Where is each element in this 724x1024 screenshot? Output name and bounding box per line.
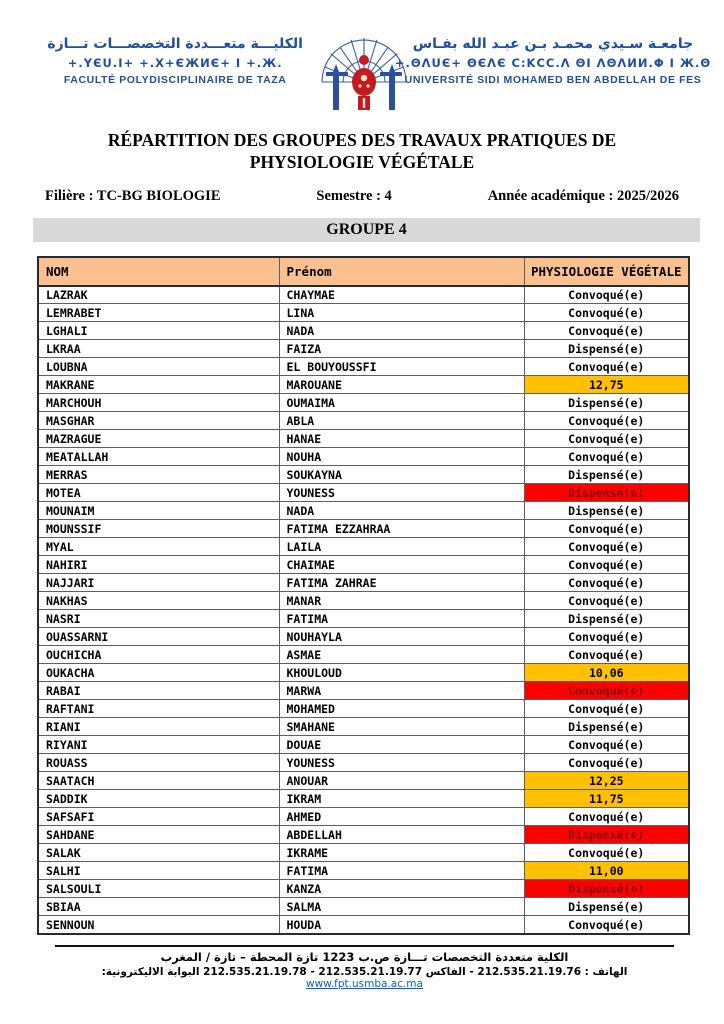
table-row — [38, 844, 689, 862]
status-cell: Convoqué(e) — [524, 412, 689, 430]
status-cell: Dispensé(e) — [524, 502, 689, 520]
student-last-name: NAKHAS — [38, 592, 279, 610]
table-row — [38, 376, 689, 394]
student-first-name: CHAIMAE — [279, 556, 524, 574]
status-cell: Convoqué(e) — [524, 322, 689, 340]
table-row — [38, 736, 689, 754]
table-row — [38, 538, 689, 556]
student-last-name: RAFTANI — [38, 700, 279, 718]
semestre-label: Semestre : 4 — [316, 187, 392, 204]
faculty-name-latin: FACULTÉ POLYDISCIPLINAIRE DE TAZA — [63, 74, 287, 86]
student-last-name: MASGHAR — [38, 412, 279, 430]
status-cell: Convoqué(e) — [524, 700, 689, 718]
footer — [55, 945, 674, 990]
student-first-name: YOUNESS — [279, 754, 524, 772]
status-cell: Convoqué(e) — [524, 574, 689, 592]
table-row — [38, 646, 689, 664]
page-title — [0, 130, 724, 174]
table-row — [38, 322, 689, 340]
table-row — [38, 484, 689, 502]
status-cell: Convoqué(e) — [524, 916, 689, 934]
footer-contact — [55, 966, 674, 990]
table-row — [38, 718, 689, 736]
faculty-name-tifinagh: +.YЄU.I+ +.X+ЄЖИЄ+ I +.Ж. — [67, 56, 283, 70]
student-last-name: SADDIK — [38, 790, 279, 808]
student-first-name: SMAHANE — [279, 718, 524, 736]
table-row — [38, 610, 689, 628]
student-last-name: SAHDANE — [38, 826, 279, 844]
status-cell: Convoqué(e) — [524, 430, 689, 448]
student-last-name: SAFSAFI — [38, 808, 279, 826]
table-row — [38, 592, 689, 610]
student-last-name: LKRAA — [38, 340, 279, 358]
status-cell: Convoqué(e) — [524, 736, 689, 754]
status-cell: Dispensé(e) — [524, 718, 689, 736]
student-first-name: ABLA — [279, 412, 524, 430]
status-cell: Dispensé(e) — [524, 340, 689, 358]
student-last-name: ROUASS — [38, 754, 279, 772]
university-block — [394, 30, 712, 86]
student-first-name: HOUDA — [279, 916, 524, 934]
table-row — [38, 574, 689, 592]
student-last-name: MYAL — [38, 538, 279, 556]
student-last-name: MERRAS — [38, 466, 279, 484]
status-cell: Convoqué(e) — [524, 304, 689, 322]
student-first-name: IKRAME — [279, 844, 524, 862]
student-first-name: FATIMA ZAHRAE — [279, 574, 524, 592]
student-first-name: NADA — [279, 322, 524, 340]
status-cell: 12,75 — [524, 376, 689, 394]
student-first-name: SALMA — [279, 898, 524, 916]
table-row — [38, 304, 689, 322]
student-first-name: ASMAE — [279, 646, 524, 664]
status-cell: Convoqué(e) — [524, 286, 689, 304]
column-header-prenom: Prénom — [279, 257, 524, 286]
student-last-name: LOUBNA — [38, 358, 279, 376]
student-first-name: MANAR — [279, 592, 524, 610]
student-first-name: NOUHAYLA — [279, 628, 524, 646]
university-name-arabic: جامعـة سـيدي محمـد بـن عبـد الله بفـاس — [412, 36, 694, 52]
student-last-name: SALAK — [38, 844, 279, 862]
table-row — [38, 880, 689, 898]
column-header-physiologie: PHYSIOLOGIE VÉGÉTALE — [524, 257, 689, 286]
table-row — [38, 412, 689, 430]
table-row — [38, 916, 689, 934]
status-cell: Convoqué(e) — [524, 358, 689, 376]
table-row — [38, 448, 689, 466]
student-first-name: FATIMA EZZAHRAA — [279, 520, 524, 538]
student-first-name: ABDELLAH — [279, 826, 524, 844]
university-logo — [316, 30, 412, 118]
faculty-name-arabic: الكليـــة متعـــددة التخصصـــات تـــازة — [47, 36, 303, 52]
student-last-name: OUCHICHA — [38, 646, 279, 664]
table-row — [38, 394, 689, 412]
student-last-name: NAHIRI — [38, 556, 279, 574]
student-first-name: SOUKAYNA — [279, 466, 524, 484]
university-name-tifinagh: +.ΘΛUЄ+ ΘЄΛЄ C:ΚCC.Λ ΘΙ ΛΘΛИИ.Φ I Ж.Θ — [394, 56, 712, 70]
table-row — [38, 358, 689, 376]
students-table — [37, 256, 690, 935]
program-info-row — [45, 188, 679, 205]
student-last-name: SBIAA — [38, 898, 279, 916]
student-last-name: RABAI — [38, 682, 279, 700]
table-row — [38, 340, 689, 358]
status-cell: Convoqué(e) — [524, 754, 689, 772]
title-line-2: PHYSIOLOGIE VÉGÉTALE — [249, 151, 475, 172]
column-header-nom: NOM — [38, 257, 279, 286]
table-row — [38, 664, 689, 682]
student-first-name: FATIMA — [279, 862, 524, 880]
annee-label: Année académique : 2025/2026 — [487, 187, 679, 204]
student-first-name: CHAYMAE — [279, 286, 524, 304]
student-first-name: NOUHA — [279, 448, 524, 466]
table-row — [38, 790, 689, 808]
status-cell: Dispensé(e) — [524, 898, 689, 916]
student-last-name: NAJJARI — [38, 574, 279, 592]
student-first-name: HANAE — [279, 430, 524, 448]
status-cell: Convoqué(e) — [524, 448, 689, 466]
status-cell: 11,75 — [524, 790, 689, 808]
student-last-name: MARCHOUH — [38, 394, 279, 412]
student-last-name: LEMRABET — [38, 304, 279, 322]
table-row — [38, 520, 689, 538]
student-first-name: ANOUAR — [279, 772, 524, 790]
table-header-row — [38, 257, 689, 286]
table-row — [38, 700, 689, 718]
table-row — [38, 862, 689, 880]
student-last-name: MOTEA — [38, 484, 279, 502]
status-cell: Convoqué(e) — [524, 646, 689, 664]
student-first-name: KHOULOUD — [279, 664, 524, 682]
status-cell: Convoqué(e) — [524, 538, 689, 556]
status-cell: Convoqué(e) — [524, 556, 689, 574]
student-last-name: MOUNAIM — [38, 502, 279, 520]
student-last-name: MAZRAGUE — [38, 430, 279, 448]
student-last-name: SALHI — [38, 862, 279, 880]
student-first-name: YOUNESS — [279, 484, 524, 502]
group-banner: GROUPE 4 — [33, 218, 700, 242]
status-cell: Dispensé(e) — [524, 394, 689, 412]
student-table-body — [38, 286, 689, 934]
student-last-name: SALSOULI — [38, 880, 279, 898]
table-row — [38, 628, 689, 646]
footer-phone-fax: الهاتف : 212.535.21.19.76 - الفاكس 212.535.21.19.77 - 212.535.21.19.78 البوابة الاليكترونية: — [101, 966, 628, 978]
student-first-name: AHMED — [279, 808, 524, 826]
table-row — [38, 754, 689, 772]
student-last-name: SENNOUN — [38, 916, 279, 934]
title-line-1: RÉPARTITION DES GROUPES DES TRAVAUX PRATIQUES DE — [107, 130, 617, 150]
letterhead — [35, 30, 712, 120]
website-link[interactable]: www.fpt.usmba.ac.ma — [306, 978, 423, 990]
table-row — [38, 556, 689, 574]
faculty-block — [35, 30, 315, 86]
status-cell: 10,06 — [524, 664, 689, 682]
student-first-name: IKRAM — [279, 790, 524, 808]
student-last-name: LAZRAK — [38, 286, 279, 304]
student-last-name: NASRI — [38, 610, 279, 628]
student-last-name: MOUNSSIF — [38, 520, 279, 538]
student-last-name: OUASSARNI — [38, 628, 279, 646]
student-first-name: LINA — [279, 304, 524, 322]
student-first-name: KANZA — [279, 880, 524, 898]
footer-address: الكلية متعددة التخصصات تـــازة ص.ب 1223 تازة المحطة – تازة / المغرب — [160, 950, 569, 964]
student-last-name: MEATALLAH — [38, 448, 279, 466]
student-last-name: OUKACHA — [38, 664, 279, 682]
status-cell: Convoqué(e) — [524, 808, 689, 826]
status-cell: Dispensé(e) — [524, 484, 689, 502]
student-first-name: MARWA — [279, 682, 524, 700]
student-last-name: LGHALI — [38, 322, 279, 340]
status-cell: Convoqué(e) — [524, 844, 689, 862]
student-last-name: RIANI — [38, 718, 279, 736]
student-first-name: EL BOUYOUSSFI — [279, 358, 524, 376]
status-cell: Dispensé(e) — [524, 826, 689, 844]
table-row — [38, 898, 689, 916]
status-cell: Dispensé(e) — [524, 610, 689, 628]
university-name-latin: UNIVERSITÉ SIDI MOHAMED BEN ABDELLAH DE FES — [404, 74, 702, 86]
table-row — [38, 286, 689, 304]
table-row — [38, 808, 689, 826]
table-row — [38, 502, 689, 520]
student-first-name: FAIZA — [279, 340, 524, 358]
status-cell: 12,25 — [524, 772, 689, 790]
student-first-name: MAROUANE — [279, 376, 524, 394]
status-cell: Convoqué(e) — [524, 682, 689, 700]
student-first-name: LAILA — [279, 538, 524, 556]
student-last-name: RIYANI — [38, 736, 279, 754]
student-first-name: DOUAE — [279, 736, 524, 754]
table-row — [38, 826, 689, 844]
status-cell: Dispensé(e) — [524, 880, 689, 898]
status-cell: Convoqué(e) — [524, 520, 689, 538]
status-cell: Convoqué(e) — [524, 628, 689, 646]
table-row — [38, 466, 689, 484]
filiere-label: Filière : TC-BG BIOLOGIE — [45, 187, 221, 204]
student-first-name: OUMAIMA — [279, 394, 524, 412]
status-cell: Convoqué(e) — [524, 592, 689, 610]
status-cell: Dispensé(e) — [524, 466, 689, 484]
student-first-name: NADA — [279, 502, 524, 520]
student-first-name: FATIMA — [279, 610, 524, 628]
student-first-name: MOHAMED — [279, 700, 524, 718]
table-row — [38, 682, 689, 700]
table-row — [38, 772, 689, 790]
student-last-name: MAKRANE — [38, 376, 279, 394]
student-last-name: SAATACH — [38, 772, 279, 790]
table-row — [38, 430, 689, 448]
status-cell: 11,00 — [524, 862, 689, 880]
